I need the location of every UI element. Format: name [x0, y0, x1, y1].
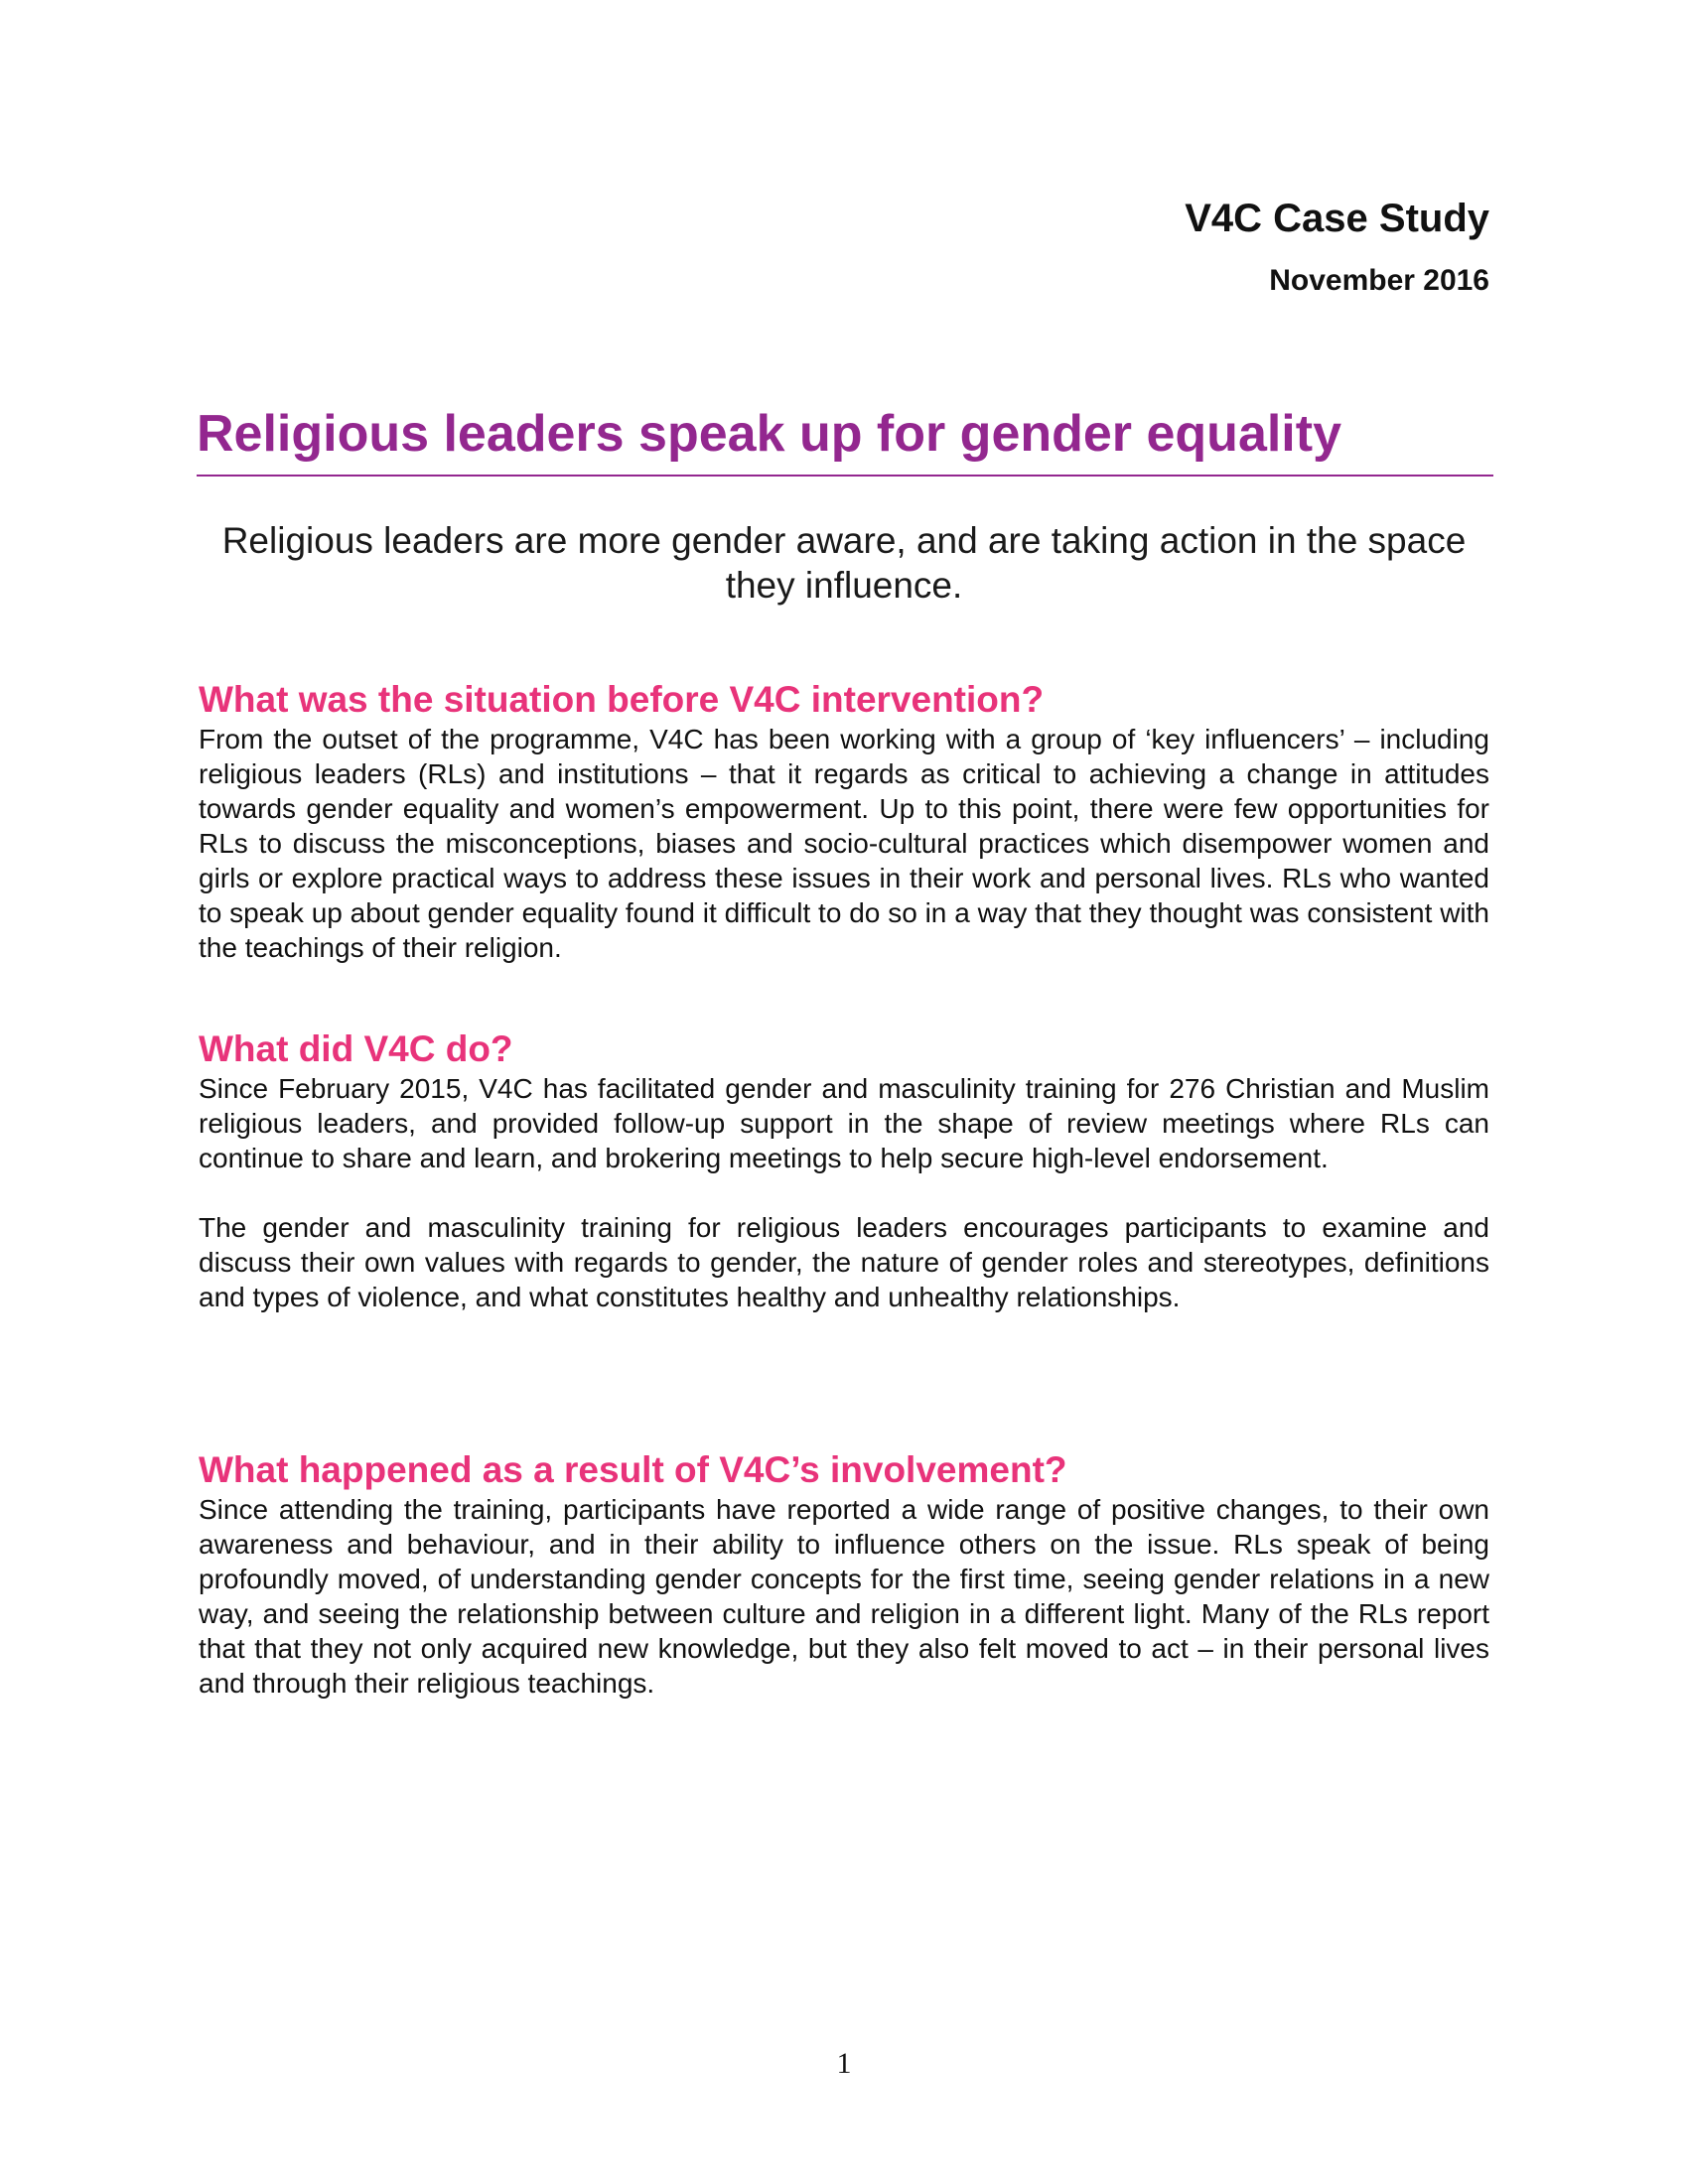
section-situation-before	[199, 678, 1489, 965]
section-results	[199, 1448, 1489, 1701]
document-date: November 2016	[1269, 264, 1489, 297]
section-heading: What happened as a result of V4C’s involvement?	[199, 1449, 1067, 1490]
document-type: V4C Case Study	[1185, 197, 1489, 240]
section-heading: What was the situation before V4C intervention?	[199, 679, 1045, 720]
section-paragraph: The gender and masculinity training for religious leaders encourages participants to examine and discuss their own values with regards to gender, the nature of gender roles and stereotypes, definitions and types of violence, and what constitutes healthy and unhealthy relationships.	[199, 1212, 1489, 1313]
page-subtitle: Religious leaders are more gender aware, and are taking action in the space they influence.	[221, 520, 1467, 607]
section-paragraph: Since February 2015, V4C has facilitated gender and masculinity training for 276 Christian and Muslim religious leaders, and provided follow-up support in the shape of review meetings where RLs can continue to share and learn, and brokering meetings to help secure high-level endorsement.	[199, 1073, 1489, 1174]
section-paragraph: From the outset of the programme, V4C has been working with a group of ‘key influencers’ – including religious leaders (RLs) and institutions – that it regards as critical to achieving a change in attitudes towards gender equality and women’s empowerment. Up to this point, there were few opportunities for RLs to discuss the misconceptions, biases and socio-cultural practices which disempower women and girls or explore practical ways to address these issues in their work and personal lives. RLs who wanted to speak up about gender equality found it difficult to do so in a way that they thought was consistent with the teachings of their religion.	[199, 724, 1489, 964]
page-number: 1	[836, 2047, 852, 2080]
section-heading: What did V4C do?	[199, 1028, 513, 1069]
section-paragraph: Since attending the training, participants have reported a wide range of positive changes, to their own awareness and behaviour, and in their ability to influence others on the issue. RLs speak of being profoundly moved, of understanding gender concepts for the first time, seeing gender relations in a new way, and seeing the relationship between culture and religion in a different light. Many of the RLs report that that they not only acquired new knowledge, but they also felt moved to act – in their personal lives and through their religious teachings.	[199, 1494, 1489, 1700]
section-what-v4c-did	[199, 1027, 1489, 1314]
page-title: Religious leaders speak up for gender equality	[197, 405, 1493, 477]
